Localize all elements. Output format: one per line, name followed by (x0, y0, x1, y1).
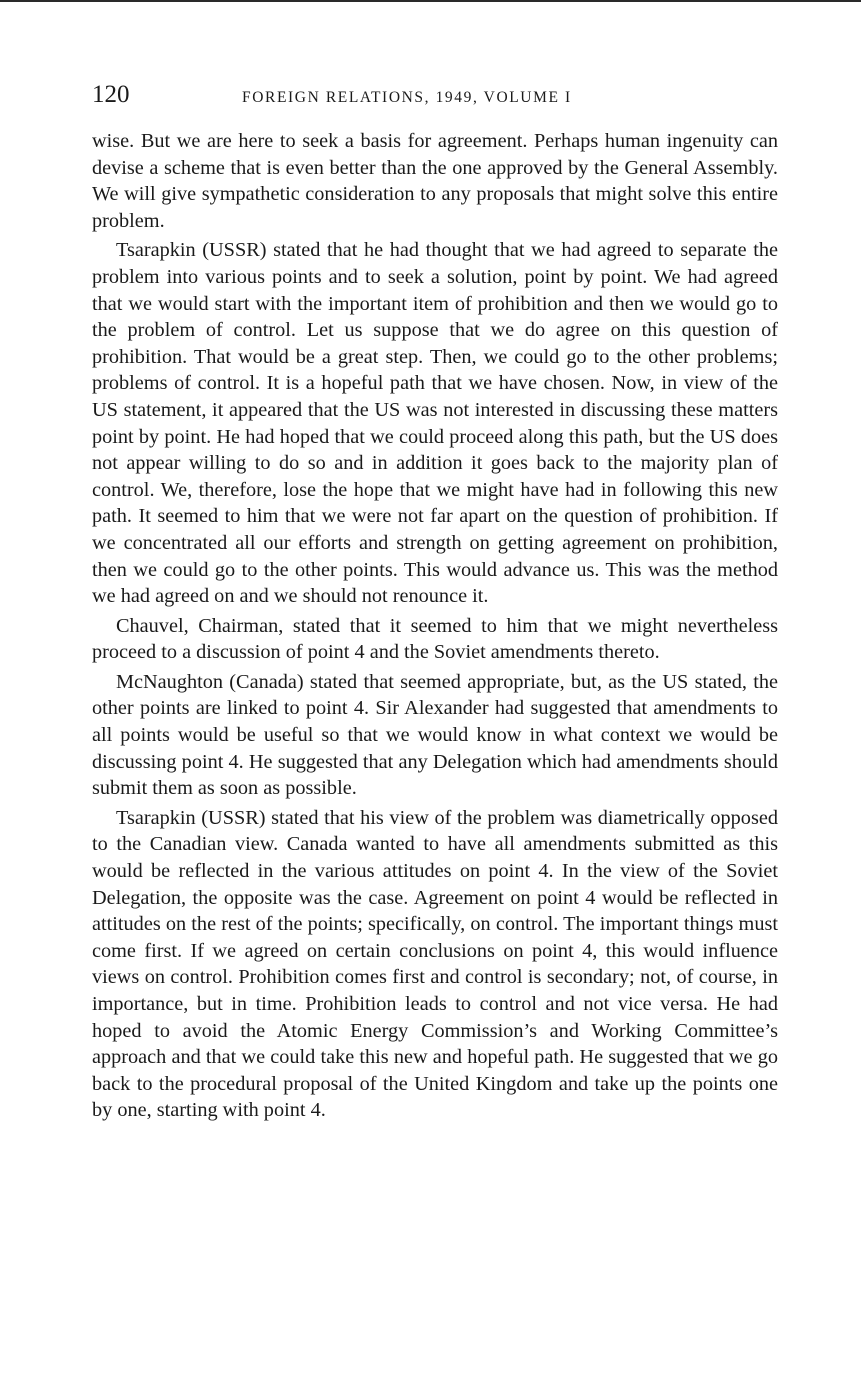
paragraph-tsarapkin-2: Tsarapkin (USSR) stated that his view of the problem was diametrically opposed to the Canadian view. Canada wanted to have all amendments submitted as this would be reflected in the various attitudes on point 4. In the view of the Soviet Delegation, the opposite was the case. Agreement on point 4 would be reflected in attitudes on the rest of the points; specifically, on control. The important things must come first. If we agreed on certain conclusions on point 4, this would influence views on control. Prohibition comes first and control is secondary; not, of course, in importance, but in time. Prohibition leads to control and not vice versa. He had hoped to avoid the Atomic Energy Commission’s and Working Committee’s approach and that we could take this new and hopeful path. He suggested that we go back to the procedural proposal of the United Kingdom and take up the points one by one, starting with point 4. (92, 806, 778, 1122)
body-text (92, 128, 778, 1127)
top-border-rule (0, 0, 861, 2)
page-number: 120 (92, 81, 130, 108)
running-head: FOREIGN RELATIONS, 1949, VOLUME I (242, 89, 572, 106)
paragraph-tsarapkin-1: Tsarapkin (USSR) stated that he had thought that we had agreed to separate the problem into various points and to seek a solution, point by point. We had agreed that we would start with the important item of prohibition and then we would go to the problem of control. Let us suppose that we do agree on this question of prohibition. That would be a great step. Then, we could go to the other problems; problems of control. It is a hopeful path that we have chosen. Now, in view of the US statement, it appeared that the US was not interested in discussing these matters point by point. He had hoped that we could proceed along this path, but the US does not appear willing to do so and in addition it goes back to the majority plan of control. We, therefore, lose the hope that we might have had in following this new path. It seemed to him that we were not far apart on the question of prohibition. If we concentrated all our efforts and strength on getting agreement on prohibition, then we could go to the other points. This would advance us. This was the method we had agreed on and we should not renounce it. (92, 239, 778, 608)
paragraph-continuation: wise. But we are here to seek a basis for agreement. Perhaps human ingenuity can devise a scheme that is even better than the one approved by the General Assembly. We will give sympathetic consideration to any proposals that might solve this entire problem. (92, 130, 778, 232)
paragraph-mcnaughton: McNaughton (Canada) stated that seemed appropriate, but, as the US stated, the other points are linked to point 4. Sir Alexander had suggested that amendments to all points would be useful so that we would know in what context we would be discussing point 4. He suggested that any Delegation which had amendments should submit them as soon as possible. (92, 670, 778, 800)
paragraph-chauvel: Chauvel, Chairman, stated that it seemed to him that we might nevertheless proceed to a discussion of point 4 and the Soviet amendments thereto. (92, 614, 778, 664)
page-header (92, 80, 778, 114)
